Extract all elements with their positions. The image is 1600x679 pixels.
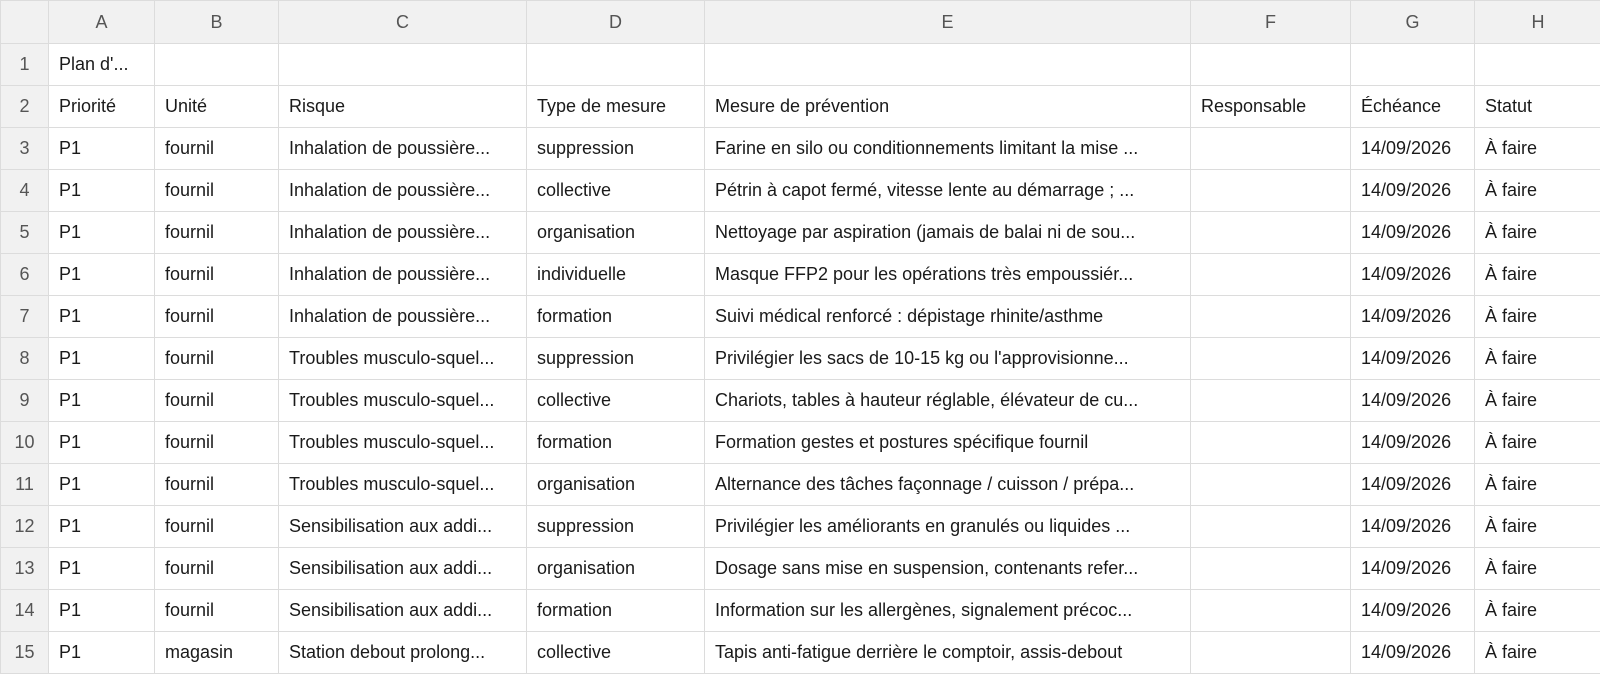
grid-body: [1, 44, 1600, 674]
cell-b7[interactable]: fournil: [155, 296, 279, 338]
cell-h3[interactable]: À faire: [1475, 128, 1600, 170]
cell-f14[interactable]: [1191, 590, 1351, 632]
row-header[interactable]: 8: [1, 338, 49, 380]
cell-e13[interactable]: Dosage sans mise en suspension, contenants refer...: [705, 548, 1191, 590]
cell-h12[interactable]: À faire: [1475, 506, 1600, 548]
row-header[interactable]: 4: [1, 170, 49, 212]
cell-g2[interactable]: Échéance: [1351, 86, 1475, 128]
table-row: [1, 296, 1600, 338]
cell-c10[interactable]: Troubles musculo-squel...: [279, 422, 527, 464]
row-header[interactable]: 6: [1, 254, 49, 296]
table-row: [1, 254, 1600, 296]
cell-g7[interactable]: 14/09/2026: [1351, 296, 1475, 338]
row-header[interactable]: 9: [1, 380, 49, 422]
cell-f6[interactable]: [1191, 254, 1351, 296]
cell-g14[interactable]: 14/09/2026: [1351, 590, 1475, 632]
cell-c15[interactable]: Station debout prolong...: [279, 632, 527, 674]
cell-a12[interactable]: P1: [49, 506, 155, 548]
cell-c5[interactable]: Inhalation de poussière...: [279, 212, 527, 254]
cell-h9[interactable]: À faire: [1475, 380, 1600, 422]
cell-d4[interactable]: collective: [527, 170, 705, 212]
cell-a8[interactable]: P1: [49, 338, 155, 380]
cell-a7[interactable]: P1: [49, 296, 155, 338]
table-row: [1, 170, 1600, 212]
cell-g15[interactable]: 14/09/2026: [1351, 632, 1475, 674]
table-row: [1, 380, 1600, 422]
cell-h10[interactable]: À faire: [1475, 422, 1600, 464]
cell-g1[interactable]: [1351, 44, 1475, 86]
column-header-h[interactable]: H: [1475, 1, 1600, 44]
cell-d1[interactable]: [527, 44, 705, 86]
cell-f13[interactable]: [1191, 548, 1351, 590]
cell-b15[interactable]: magasin: [155, 632, 279, 674]
table-row: [1, 506, 1600, 548]
cell-f3[interactable]: [1191, 128, 1351, 170]
cell-h7[interactable]: À faire: [1475, 296, 1600, 338]
cell-d8[interactable]: suppression: [527, 338, 705, 380]
cell-e9[interactable]: Chariots, tables à hauteur réglable, élévateur de cu...: [705, 380, 1191, 422]
cell-b4[interactable]: fournil: [155, 170, 279, 212]
cell-e4[interactable]: Pétrin à capot fermé, vitesse lente au démarrage ; ...: [705, 170, 1191, 212]
cell-f5[interactable]: [1191, 212, 1351, 254]
cell-d13[interactable]: organisation: [527, 548, 705, 590]
cell-e3[interactable]: Farine en silo ou conditionnements limitant la mise ...: [705, 128, 1191, 170]
cell-b10[interactable]: fournil: [155, 422, 279, 464]
cell-g12[interactable]: 14/09/2026: [1351, 506, 1475, 548]
cell-g13[interactable]: 14/09/2026: [1351, 548, 1475, 590]
cell-a9[interactable]: P1: [49, 380, 155, 422]
cell-a15[interactable]: P1: [49, 632, 155, 674]
cell-h14[interactable]: À faire: [1475, 590, 1600, 632]
cell-e12[interactable]: Privilégier les améliorants en granulés ou liquides ...: [705, 506, 1191, 548]
cell-c11[interactable]: Troubles musculo-squel...: [279, 464, 527, 506]
cell-c3[interactable]: Inhalation de poussière...: [279, 128, 527, 170]
table-row: [1, 212, 1600, 254]
row-header[interactable]: 13: [1, 548, 49, 590]
cell-c9[interactable]: Troubles musculo-squel...: [279, 380, 527, 422]
cell-f7[interactable]: [1191, 296, 1351, 338]
cell-b1[interactable]: [155, 44, 279, 86]
cell-e10[interactable]: Formation gestes et postures spécifique fournil: [705, 422, 1191, 464]
column-header-e[interactable]: E: [705, 1, 1191, 44]
cell-b13[interactable]: fournil: [155, 548, 279, 590]
cell-d15[interactable]: collective: [527, 632, 705, 674]
cell-b12[interactable]: fournil: [155, 506, 279, 548]
cell-b2[interactable]: Unité: [155, 86, 279, 128]
cell-h6[interactable]: À faire: [1475, 254, 1600, 296]
cell-b5[interactable]: fournil: [155, 212, 279, 254]
row-header[interactable]: 15: [1, 632, 49, 674]
cell-b9[interactable]: fournil: [155, 380, 279, 422]
column-header-b[interactable]: B: [155, 1, 279, 44]
cell-b6[interactable]: fournil: [155, 254, 279, 296]
cell-b3[interactable]: fournil: [155, 128, 279, 170]
cell-g6[interactable]: 14/09/2026: [1351, 254, 1475, 296]
cell-e11[interactable]: Alternance des tâches façonnage / cuisson / prépa...: [705, 464, 1191, 506]
table-row: [1, 422, 1600, 464]
cell-g5[interactable]: 14/09/2026: [1351, 212, 1475, 254]
column-header-d[interactable]: D: [527, 1, 705, 44]
table-row: [1, 548, 1600, 590]
cell-c8[interactable]: Troubles musculo-squel...: [279, 338, 527, 380]
row-header[interactable]: 14: [1, 590, 49, 632]
table-row: [1, 128, 1600, 170]
cell-e1[interactable]: [705, 44, 1191, 86]
cell-c12[interactable]: Sensibilisation aux addi...: [279, 506, 527, 548]
table-row: [1, 464, 1600, 506]
cell-c1[interactable]: [279, 44, 527, 86]
cell-e15[interactable]: Tapis anti-fatigue derrière le comptoir, assis-debout: [705, 632, 1191, 674]
cell-d2[interactable]: Type de mesure: [527, 86, 705, 128]
column-header-row: [1, 1, 1600, 44]
cell-a1[interactable]: Plan d'...: [49, 44, 155, 86]
table-row: [1, 590, 1600, 632]
cell-e7[interactable]: Suivi médical renforcé : dépistage rhinite/asthme: [705, 296, 1191, 338]
cell-f9[interactable]: [1191, 380, 1351, 422]
cell-f11[interactable]: [1191, 464, 1351, 506]
column-header-g[interactable]: G: [1351, 1, 1475, 44]
cell-a11[interactable]: P1: [49, 464, 155, 506]
cell-d10[interactable]: formation: [527, 422, 705, 464]
cell-h11[interactable]: À faire: [1475, 464, 1600, 506]
cell-d9[interactable]: collective: [527, 380, 705, 422]
cell-c6[interactable]: Inhalation de poussière...: [279, 254, 527, 296]
table-row: [1, 86, 1600, 128]
table-row: [1, 632, 1600, 674]
cell-a5[interactable]: P1: [49, 212, 155, 254]
cell-d6[interactable]: individuelle: [527, 254, 705, 296]
cell-a10[interactable]: P1: [49, 422, 155, 464]
cell-c14[interactable]: Sensibilisation aux addi...: [279, 590, 527, 632]
cell-d14[interactable]: formation: [527, 590, 705, 632]
cell-c4[interactable]: Inhalation de poussière...: [279, 170, 527, 212]
cell-e2[interactable]: Mesure de prévention: [705, 86, 1191, 128]
cell-g3[interactable]: 14/09/2026: [1351, 128, 1475, 170]
cell-g4[interactable]: 14/09/2026: [1351, 170, 1475, 212]
cell-g9[interactable]: 14/09/2026: [1351, 380, 1475, 422]
cell-a13[interactable]: P1: [49, 548, 155, 590]
cell-h5[interactable]: À faire: [1475, 212, 1600, 254]
table-row: [1, 44, 1600, 86]
row-header[interactable]: 7: [1, 296, 49, 338]
row-header[interactable]: 2: [1, 86, 49, 128]
cell-b11[interactable]: fournil: [155, 464, 279, 506]
cell-e14[interactable]: Information sur les allergènes, signalement précoc...: [705, 590, 1191, 632]
cell-d11[interactable]: organisation: [527, 464, 705, 506]
cell-f10[interactable]: [1191, 422, 1351, 464]
cell-g11[interactable]: 14/09/2026: [1351, 464, 1475, 506]
cell-h8[interactable]: À faire: [1475, 338, 1600, 380]
cell-a3[interactable]: P1: [49, 128, 155, 170]
cell-f12[interactable]: [1191, 506, 1351, 548]
cell-b14[interactable]: fournil: [155, 590, 279, 632]
row-header[interactable]: 3: [1, 128, 49, 170]
cell-h13[interactable]: À faire: [1475, 548, 1600, 590]
cell-a2[interactable]: Priorité: [49, 86, 155, 128]
cell-c2[interactable]: Risque: [279, 86, 527, 128]
row-header[interactable]: 10: [1, 422, 49, 464]
row-header[interactable]: 11: [1, 464, 49, 506]
cell-f2[interactable]: Responsable: [1191, 86, 1351, 128]
cell-f1[interactable]: [1191, 44, 1351, 86]
cell-b8[interactable]: fournil: [155, 338, 279, 380]
row-header[interactable]: 5: [1, 212, 49, 254]
cell-a4[interactable]: P1: [49, 170, 155, 212]
cell-a6[interactable]: P1: [49, 254, 155, 296]
cell-d7[interactable]: formation: [527, 296, 705, 338]
row-header[interactable]: 1: [1, 44, 49, 86]
column-header-f[interactable]: F: [1191, 1, 1351, 44]
cell-e5[interactable]: Nettoyage par aspiration (jamais de balai ni de sou...: [705, 212, 1191, 254]
cell-g10[interactable]: 14/09/2026: [1351, 422, 1475, 464]
cell-h2[interactable]: Statut: [1475, 86, 1600, 128]
cell-d12[interactable]: suppression: [527, 506, 705, 548]
cell-h4[interactable]: À faire: [1475, 170, 1600, 212]
cell-d3[interactable]: suppression: [527, 128, 705, 170]
row-header[interactable]: 12: [1, 506, 49, 548]
cell-c7[interactable]: Inhalation de poussière...: [279, 296, 527, 338]
cell-e8[interactable]: Privilégier les sacs de 10-15 kg ou l'approvisionne...: [705, 338, 1191, 380]
cell-a14[interactable]: P1: [49, 590, 155, 632]
cell-f4[interactable]: [1191, 170, 1351, 212]
cell-h1[interactable]: [1475, 44, 1600, 86]
cell-g8[interactable]: 14/09/2026: [1351, 338, 1475, 380]
cell-c13[interactable]: Sensibilisation aux addi...: [279, 548, 527, 590]
select-all-corner[interactable]: [1, 1, 49, 44]
cell-f8[interactable]: [1191, 338, 1351, 380]
cell-e6[interactable]: Masque FFP2 pour les opérations très empoussiér...: [705, 254, 1191, 296]
cell-h15[interactable]: À faire: [1475, 632, 1600, 674]
column-header-c[interactable]: C: [279, 1, 527, 44]
column-header-a[interactable]: A: [49, 1, 155, 44]
cell-f15[interactable]: [1191, 632, 1351, 674]
cell-d5[interactable]: organisation: [527, 212, 705, 254]
table-row: [1, 338, 1600, 380]
